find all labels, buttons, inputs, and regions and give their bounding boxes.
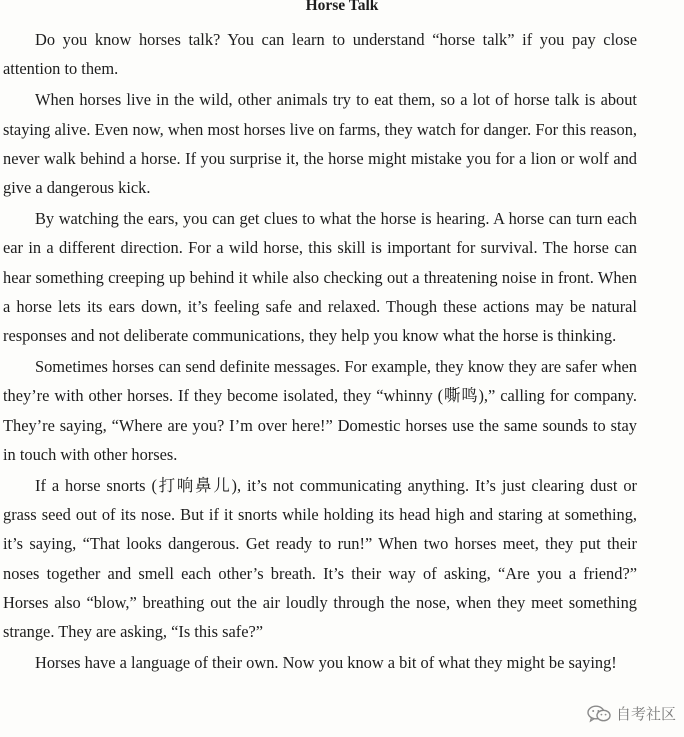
paragraph-6: Horses have a language of their own. Now you know a bit of what they might be saying! xyxy=(35,653,617,673)
paragraph-5: If a horse snorts (打响鼻儿), it’s not communicating anything. It’s just clearing dust or grass seed out of its nose. But if it snorts while holding its head high and staring at something, it’s saying, “That looks dangerous. Get ready to run!” When two horses meet, they put their noses together and smell each other’s breath. It’s their way of asking, “Are you a friend?” Horses also “blow,” breathing out the air loudly through the nose, when they meet something strange. They are asking, “Is this safe?” xyxy=(3,476,637,642)
article-title: Horse Talk xyxy=(305,0,379,14)
paragraph-3: By watching the ears, you can get clues to what the horse is hearing. A horse can turn each ear in a different direction. For a wild horse, this skill is important for survival. The horse can hear something creeping up behind it while also checking out a threatening noise in front. When a horse lets its ears down, it’s feeling safe and relaxed. Though these actions may be natural responses and not deliberate communications, they help you know what the horse is thinking. xyxy=(3,209,637,346)
paragraph-1: Do you know horses talk? You can learn to understand “horse talk” if you pay close attention to them. xyxy=(3,30,637,79)
watermark xyxy=(587,703,676,724)
paragraph-4: Sometimes horses can send definite messages. For example, they know they are safer when they’re with other horses. If they become isolated, they “whinny (嘶鸣),” calling for company. They’re saying, “Where are you? I’m over here!” Domestic horses use the same sounds to stay in touch with other horses. xyxy=(3,357,637,464)
watermark-text: 自考社区 xyxy=(615,705,676,723)
wechat-icon xyxy=(587,705,611,723)
article-body xyxy=(3,25,637,679)
paragraph-2: When horses live in the wild, other animals try to eat them, so a lot of horse talk is about staying alive. Even now, when most horses live on farms, they watch for danger. For this reason, never walk behind a horse. If you surprise it, the horse might mistake you for a lion or wolf and give a dangerous kick. xyxy=(3,90,637,198)
